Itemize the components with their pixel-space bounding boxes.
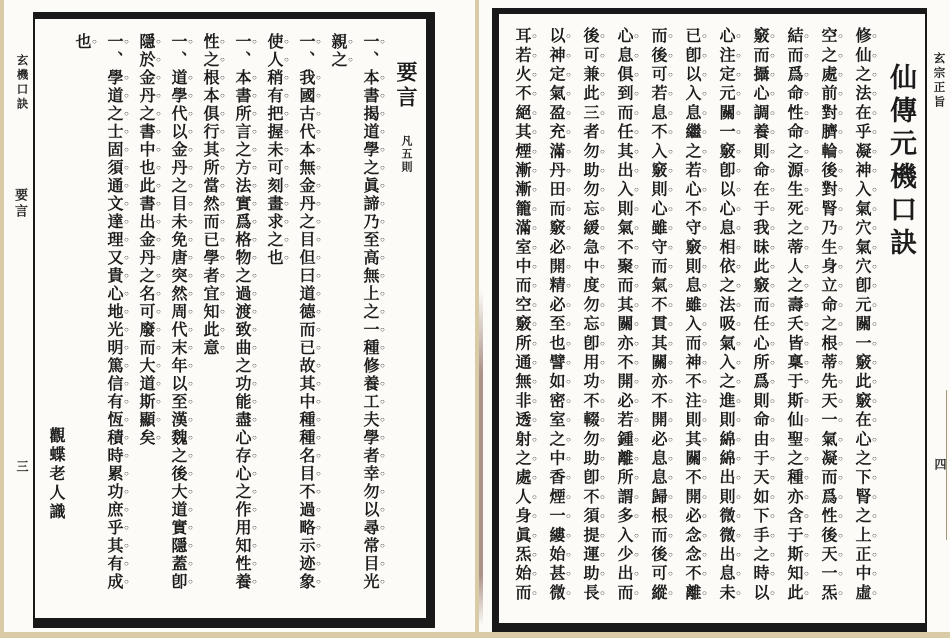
left-page-text-column-5: 一、本書所言之方法實爲格物之過渡致曲之功能盡心存心之作用知性養 [233,33,250,591]
right-page-text-column-2: 空之處前對臍輪後對腎乃生身立命之根蒂先天一氣凝而爲性後天一炁 [819,27,836,603]
left-margin-book-title: 玄機口訣 [15,54,28,112]
right-page-text-column-9: 後可兼此三者勿助勿忘緩急中度勿忘卽用功不輟勿助卽不須提運助長 [581,27,598,603]
section-heading: 要言 [394,61,418,111]
right-text-block [502,23,921,615]
right-body-columns [513,23,879,615]
right-page-text-column-11: 耳若火不絕其煙漸漸籠滿室中而空竅所通無非透射之處人身眞炁始而 [513,27,530,603]
right-page-text-column-3: 結而爲命性命之源生死之蒂人之壽夭皆稟于斯仙聖之種亦含于斯知此 [785,27,802,603]
left-page-text-column-4: 使人稍有把握未可刻畫求之也 [265,33,282,267]
chapter-title: 仙傳元機口訣 [886,63,916,261]
left-page-text-column-2: 親之 [329,33,346,69]
left-page-text-column-1: 一、本書揭道學之眞諦乃至高無上之一種修養工夫學者幸勿以尋常目光 [361,33,378,591]
right-page-text-column-4: 竅而攝心調養則命在于我昧此竅而任心所爲則命由于天如下手之時以 [751,27,768,603]
section-heading-note: 凡五則 [400,135,412,174]
left-page-number: 三 [15,460,29,472]
right-page-text-column-1: 修仙之法在乎凝神入氣穴氣穴卽元關一竅此竅在心之下腎之上正中虛 [853,27,870,603]
scan-edge-artifact [479,290,483,625]
left-text-block [38,27,421,610]
left-page-text-column-3: 一、我國古代本無金丹之目但曰道德而已故其中種種名目不過略示迹象 [297,33,314,591]
right-page-scan [479,0,950,632]
author-signature: 觀蝶老人識 [47,427,64,522]
left-text-frame [33,12,435,628]
left-page-text-column-9: 一、學道之士固須通文達理又貴心地光明篤信有恆積時累功庶乎其有成 [105,33,122,591]
right-page-margin [927,0,950,626]
right-page-text-column-7: 而後可若息不入竅則心雖守而氣不貫其關亦不開必息息歸根而後可縱 [649,27,666,603]
left-page-margin [4,0,33,626]
right-text-frame [492,8,927,632]
left-page-text-column-10: 也 [73,33,90,51]
right-page-text-column-6: 已卽以入息繼之若心不守竅則息雖入而神不注則其關不開必念念不離 [683,27,700,603]
left-margin-section-label: 要言 [13,188,28,220]
left-page-text-column-6: 性之根本俱行其所當然而已學者宜知此意 [201,33,218,357]
right-margin-book-title: 玄宗正旨 [932,52,945,110]
left-heading-column [393,27,421,610]
left-body-columns [73,27,387,610]
right-page-text-column-5: 心注定元關一竅卽以心息相依之法吸氣入之進則綿綿出則微微出息未 [717,27,734,603]
left-page-text-column-8: 隱於金丹之書中也此書出金丹之名可廢而大道斯顯矣 [137,33,154,447]
right-page-number: 四 [933,458,947,470]
left-page-text-column-7: 一、道學代以金丹之目未免唐突然周代末年以至漢魏之後大道實隱蓋卽 [169,33,186,591]
left-page-scan [4,0,475,632]
right-page-text-column-10: 以神定氣盈充滿丹田而竅必開精必至也譬如密室之中香煙一縷始甚微 [547,27,564,603]
right-page-text-column-8: 心息俱到而任其出入則氣不聚而其關亦不開必若鍾離所謂多入少出而 [615,27,632,603]
